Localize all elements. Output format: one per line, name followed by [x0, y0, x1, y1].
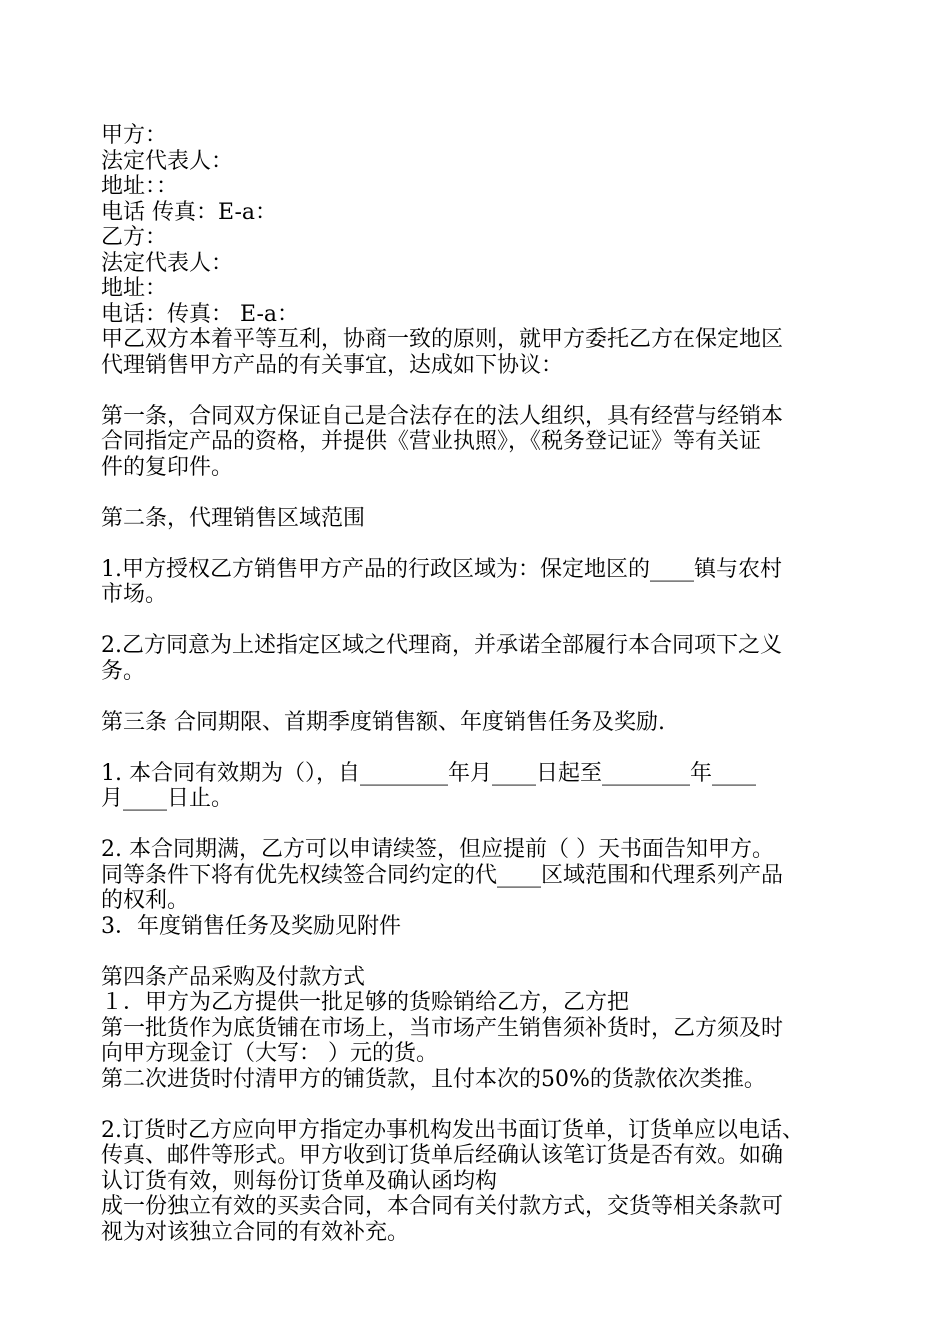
- text-line: 成一份独立有效的买卖合同，本合同有关付款方式，交货等相关条款可: [101, 1194, 784, 1219]
- blank-line: [101, 735, 861, 761]
- blank-line: [101, 812, 861, 838]
- text-line: 传真、邮件等形式。甲方收到订货单后经确认该笔订货是否有效。如确: [101, 1143, 784, 1168]
- contract-document: [101, 123, 861, 1245]
- text-line: 地址：：: [101, 174, 179, 199]
- text-line: 1. 本合同有效期为（），自________年月____日起至________年____: [101, 760, 756, 786]
- text-line: １．甲方为乙方提供一批足够的货赊销给乙方，乙方把: [101, 990, 630, 1015]
- blank-line: [101, 531, 861, 557]
- text-line: 甲乙双方本着平等互利，协商一致的原则，就甲方委托乙方在保定地区: [101, 327, 784, 352]
- text-line: 市场。: [101, 582, 168, 607]
- text-line: 合同指定产品的资格，并提供《营业执照》，《税务登记证》等有关证: [101, 429, 762, 454]
- text-line: 电话 传真：E-a：: [101, 199, 278, 225]
- text-line: 电话：传真： E-a：: [101, 301, 300, 327]
- text-line: 件的复印件。: [101, 454, 234, 480]
- text-line: 1.甲方授权乙方销售甲方产品的行政区域为：保定地区的____镇与农村: [101, 556, 782, 582]
- text-line: 法定代表人：: [101, 148, 234, 174]
- text-line: 视为对该独立合同的有效补充。: [101, 1219, 410, 1245]
- blank-line: [101, 378, 861, 404]
- text-line: 第一批货作为底货铺在市场上，当市场产生销售须补货时，乙方须及时: [101, 1015, 784, 1041]
- blank-line: [101, 1092, 861, 1118]
- text-line: 向甲方现金订（大写： ）元的货。: [101, 1041, 438, 1066]
- text-line: 乙方：: [101, 225, 168, 250]
- text-line: 务。: [101, 658, 146, 684]
- text-line: 第二条，代理销售区域范围: [101, 505, 366, 531]
- text-line: 地址：: [101, 276, 168, 301]
- text-line: 法定代表人：: [101, 250, 234, 276]
- blank-line: [101, 939, 861, 965]
- blank-line: [101, 480, 861, 506]
- text-line: 认订货有效，则每份订货单及确认函均构: [101, 1168, 498, 1194]
- text-line: 月____日止。: [101, 786, 234, 811]
- text-line: 同等条件下将有优先权续签合同约定的代____区域范围和代理系列产品: [101, 862, 784, 888]
- text-line: 2. 本合同期满，乙方可以申请续签，但应提前（ ）天书面告知甲方。: [101, 837, 774, 862]
- text-line: 第一条，合同双方保证自己是合法存在的法人组织，具有经营与经销本: [101, 403, 784, 429]
- text-line: 代理销售甲方产品的有关事宜，达成如下协议：: [101, 352, 564, 378]
- text-line: 2.订货时乙方应向甲方指定办事机构发出书面订货单，订货单应以电话、: [101, 1117, 804, 1143]
- text-line: 第二次进货时付清甲方的铺货款，且付本次的50%的货款依次类推。: [101, 1066, 766, 1092]
- text-line: 第四条产品采购及付款方式: [101, 964, 366, 990]
- blank-line: [101, 608, 861, 634]
- text-line: 的权利。: [101, 888, 190, 913]
- text-line: 2.乙方同意为上述指定区域之代理商，并承诺全部履行本合同项下之义: [101, 633, 782, 658]
- text-line: 3．年度销售任务及奖励见附件: [101, 913, 401, 939]
- text-line: 第三条 合同期限、首期季度销售额、年度销售任务及奖励.: [101, 709, 665, 735]
- blank-line: [101, 684, 861, 710]
- text-line: 甲方：: [101, 123, 168, 148]
